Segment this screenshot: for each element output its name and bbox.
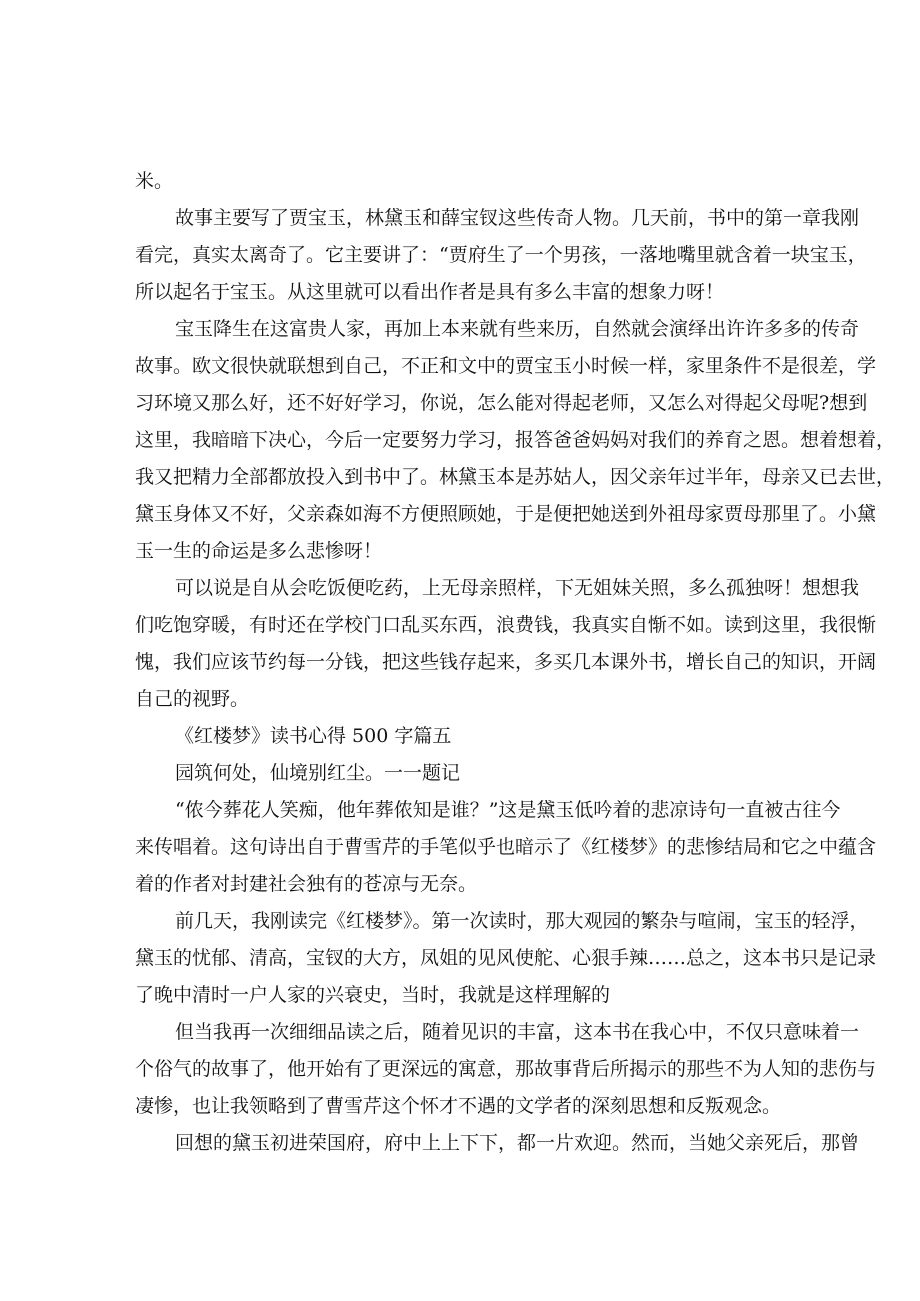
epigraph: 园筑何处，仙境别红尘。一一题记: [175, 762, 461, 784]
text-line: 可以说是自从会吃饭便吃药，上无母亲照样，下无姐妹关照，多么孤独呀！想想我: [175, 577, 860, 599]
text-line: 凄惨，也让我领略到了曹雪芹这个怀才不遇的文学者的深刻思想和反叛观念。: [135, 1095, 782, 1117]
text-line: 故事主要写了贾宝玉，林黛玉和薛宝钗这些传奇人物。几天前，书中的第一章我刚: [175, 207, 860, 229]
text-line: 着的作者对封建社会独有的苍凉与无奈。: [135, 873, 478, 895]
text-line: 来传唱着。这句诗出自于曹雪芹的手笔似乎也暗示了《红楼梦》的悲惨结局和它之中蕴含: [135, 836, 877, 858]
text-line: 看完，真实太离奇了。它主要讲了：“贾府生了一个男孩，一落地嘴里就含着一块宝玉，: [135, 244, 867, 266]
text-line: 自己的视野。: [135, 688, 250, 710]
text-line: 玉一生的命运是多么悲惨呀！: [135, 540, 383, 562]
text-line: 所以起名于宝玉。从这里就可以看出作者是具有多么丰富的想象力呀！: [135, 281, 725, 303]
text-line: 米。: [135, 170, 174, 192]
text-line: 这里，我暗暗下决心，今后一定要努力学习，报答爸爸妈妈对我们的养育之恩。想着想着，: [135, 429, 896, 451]
section-heading: 《红楼梦》读书心得 500 字篇五: [175, 725, 452, 747]
text-line: 黛玉身体又不好，父亲森如海不方便照顾她，于是便把她送到外祖母家贾母那里了。小黛: [135, 503, 877, 525]
text-line: “侬今葬花人笑痴，他年葬侬知是谁？”这是黛玉低吟着的悲凉诗句一直被古往今: [175, 799, 841, 821]
text-line: 们吃饱穿暖，有时还在学校门口乱买东西，浪费钱，我真实自惭不如。读到这里，我很惭: [135, 614, 877, 636]
text-line: 回想的黛玉初进荣国府，府中上上下下，都一片欢迎。然而，当她父亲死后，那曾: [175, 1132, 860, 1154]
text-line: 习环境又那么好，还不好好学习，你说，怎么能对得起老师，又怎么对得起父母呢?想到: [135, 392, 868, 414]
text-line: 个俗气的故事了，他开始有了更深远的寓意，那故事背后所揭示的那些不为人知的悲伤与: [135, 1058, 877, 1080]
text-line: 愧，我们应该节约每一分钱，把这些钱存起来，多买几本课外书，增长自己的知识，开阔: [135, 651, 877, 673]
text-line: 我又把精力全部都放投入到书中了。林黛玉本是苏姑人，因父亲年过半年，母亲又已去世，: [135, 466, 896, 488]
text-line: 但当我再一次细细品读之后，随着见识的丰富，这本书在我心中，不仅只意味着一: [175, 1021, 860, 1043]
text-line: 宝玉降生在这富贵人家，再加上本来就有些来历，自然就会演绎出许许多多的传奇: [175, 318, 860, 340]
text-line: 前几天，我刚读完《红楼梦》。第一次读时，那大观园的繁杂与喧闹，宝玉的轻浮，: [175, 910, 869, 932]
document-body: [135, 163, 896, 1162]
text-line: 故事。欧文很快就联想到自己，不正和文中的贾宝玉小时候一样，家里条件不是很差，学: [135, 355, 877, 377]
text-line: 了晚中清时一户人家的兴衰史，当时，我就是这样理解的: [135, 984, 611, 1006]
text-line: 黛玉的忧郁、清高，宝钗的大方，凤姐的见风使舵、心狠手辣……总之，这本书只是记录: [135, 947, 877, 969]
